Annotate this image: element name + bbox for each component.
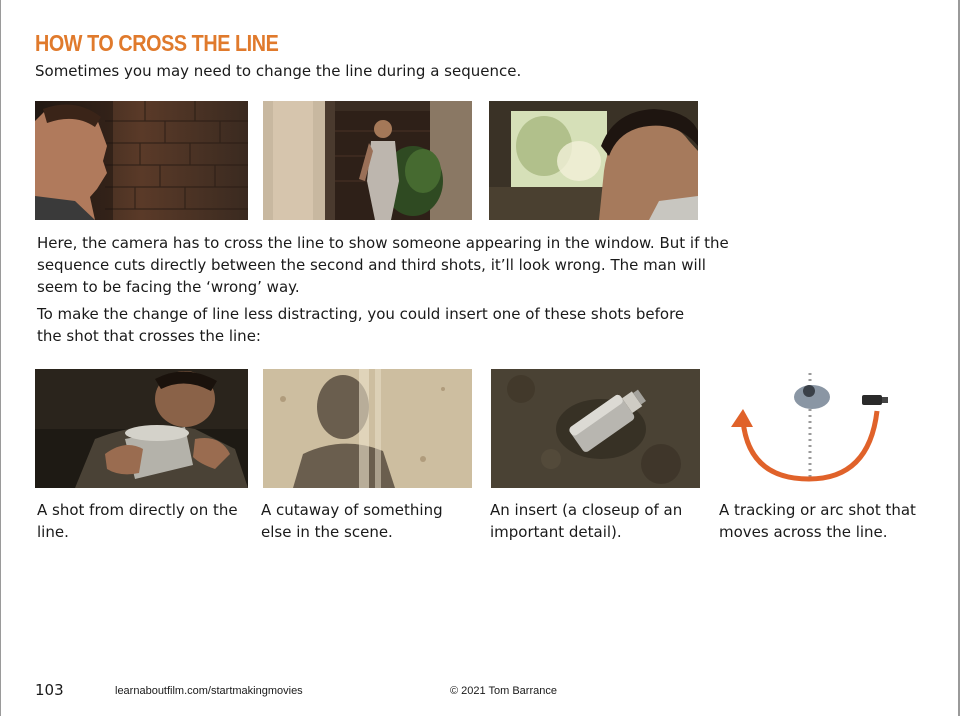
- man-with-flask-photo: [35, 369, 248, 488]
- footer-url: learnaboutfilm.com/startmakingmovies: [115, 685, 303, 697]
- caption-on-the-line: A shot from directly on the line.: [37, 501, 238, 541]
- camera-icon: [862, 395, 882, 405]
- caption-cutaway: A cutaway of something else in the scene.: [261, 501, 443, 541]
- man-in-doorway-photo: [263, 101, 472, 220]
- page-left-edge: [0, 0, 1, 716]
- arc-shot-diagram: [719, 369, 929, 488]
- explanation-paragraph: Here, the camera has to cross the line to show someone appearing in the window. But if the sequence cuts directly between the second and third shots, it’ll look wrong. The man will seem to be facing the ‘wrong’ way.: [37, 234, 729, 296]
- page-number: 103: [35, 681, 64, 699]
- caption-insert: An insert (a closeup of an important detail).: [490, 501, 683, 541]
- footer-copyright: © 2021 Tom Barrance: [450, 685, 557, 697]
- page-title: HOW TO CROSS THE LINE: [35, 30, 279, 56]
- man-profile-brick-wall-photo: [35, 101, 248, 220]
- man-looking-down-window-photo: [489, 101, 698, 220]
- flask-on-floor-photo: [491, 369, 700, 488]
- insert-shots-paragraph: To make the change of line less distracting, you could insert one of these shots before the shot that crosses the line:: [37, 305, 685, 345]
- page-subtitle: Sometimes you may need to change the line during a sequence.: [35, 62, 522, 80]
- arc-arrowhead: [731, 409, 753, 427]
- shadow-on-wall-photo: [263, 369, 472, 488]
- caption-tracking-arc: A tracking or arc shot that moves across the line.: [719, 501, 916, 541]
